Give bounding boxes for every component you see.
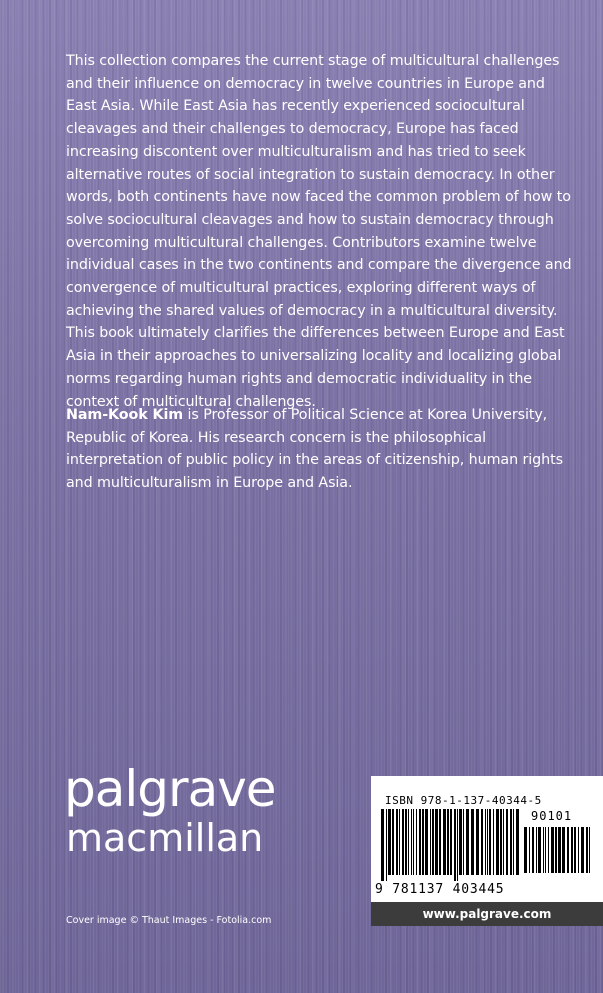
ean-number: 9 781137 403445 (375, 882, 505, 897)
barcode-bar (524, 827, 527, 873)
barcode-bar (392, 809, 394, 875)
barcode-bar (529, 827, 530, 873)
barcode-bar (538, 827, 541, 873)
barcode-bar (493, 809, 494, 875)
barcode-bar (543, 827, 544, 873)
barcode-bar (476, 809, 479, 875)
barcode-bar (551, 827, 554, 873)
barcode-bar (574, 827, 576, 873)
barcode-bar (506, 809, 508, 875)
isbn-label: ISBN 978-1-137-40344-5 (385, 794, 542, 807)
barcode-bar (503, 809, 504, 875)
barcode-bar (450, 809, 452, 875)
barcode-bar (443, 809, 446, 875)
barcode-bar (381, 809, 384, 881)
logo-line-macmillan: macmillan (66, 816, 264, 860)
barcode-bar (513, 809, 514, 875)
barcode-bar (463, 809, 464, 875)
barcode-bar (589, 827, 590, 873)
addon-barcode (524, 827, 592, 879)
barcode-bar (432, 809, 434, 875)
barcode-bar (578, 827, 579, 873)
barcode-bar (408, 809, 409, 875)
barcode-bar (548, 827, 549, 873)
logo-line-palgrave: palgrave (64, 760, 276, 818)
barcode-bar (571, 827, 573, 873)
barcode-bar (430, 809, 431, 875)
ean-barcode (381, 809, 519, 881)
barcode-bar (402, 809, 404, 875)
barcode-bar (422, 809, 424, 875)
barcode-bar (457, 809, 458, 881)
barcode-bar (500, 809, 502, 875)
barcode-bar (386, 809, 387, 881)
barcode-bar (516, 809, 519, 875)
back-cover-blurb: This collection compares the current stage of multicultural challenges and their influence on democracy in twelve countries in Europe and East Asia. While East Asia has recently experienced sociocultural cleavages and their challenges to democracy, Europe has faced increasing discontent over multiculturalism and has tried to seek alternative routes of social integration to sustain democracy. In other words, both continents have now faced the common problem of how to solve sociocultural cleavages and how to sustain democracy through overcoming multicultural challenges. Contributors examine twelve individual cases in the two continents and compare the divergence and convergence of multicultural practices, exploring different ways of achieving the shared values of democracy in a multicultural diversity. This book ultimately clarifies the differences between Europe and East Asia in their approaches to universalizing locality and localizing global norms regarding human rights and democratic individuality in the context of multicultural challenges. (66, 53, 572, 410)
barcode-bar (419, 809, 421, 875)
barcode-bar (466, 809, 469, 875)
barcode-bar (416, 809, 417, 875)
barcode-bar (471, 809, 474, 875)
barcode-bar (439, 809, 441, 875)
barcode-bar (388, 809, 391, 875)
barcode-bar (586, 827, 588, 873)
author-bio (66, 404, 576, 495)
barcode-bar (481, 809, 483, 875)
barcode-bar (454, 809, 456, 881)
barcode-bar (396, 809, 398, 875)
barcode-bar (558, 827, 561, 873)
author-bio-text: is Professor of Political Science at Korea University, Republic of Korea. His research concern is the philosophical interpretation of public policy in the areas of citizenship, human rights and multiculturalism in Europe and Asia. (66, 407, 563, 492)
barcode-bar (536, 827, 537, 873)
addon-number: 90101 (531, 809, 573, 823)
author-name: Nam-Kook Kim (66, 407, 184, 423)
barcode-bar (447, 809, 449, 875)
barcode-bar (567, 827, 569, 873)
barcode-bar (510, 809, 512, 875)
barcode-bar (487, 809, 488, 875)
barcode-bar (555, 827, 557, 873)
barcode-bar (489, 809, 491, 875)
barcode-bar (405, 809, 407, 875)
cover-image-credit: Cover image © Thaut Images - Fotolia.com (66, 915, 272, 926)
barcode-panel (371, 776, 603, 926)
barcode-bar (485, 809, 486, 875)
barcode-bar (581, 827, 584, 873)
barcode-bar (459, 809, 462, 875)
barcode-bar (532, 827, 534, 873)
barcode-bar (545, 827, 546, 873)
barcode-bar (411, 809, 412, 875)
barcode-bar (399, 809, 400, 875)
barcode-bar (425, 809, 428, 875)
publisher-logo (64, 760, 276, 858)
barcode-bar (435, 809, 438, 875)
barcode-bar (413, 809, 414, 875)
publisher-url: www.palgrave.com (371, 902, 603, 926)
barcode-bar (496, 809, 499, 875)
barcode-bar (562, 827, 565, 873)
